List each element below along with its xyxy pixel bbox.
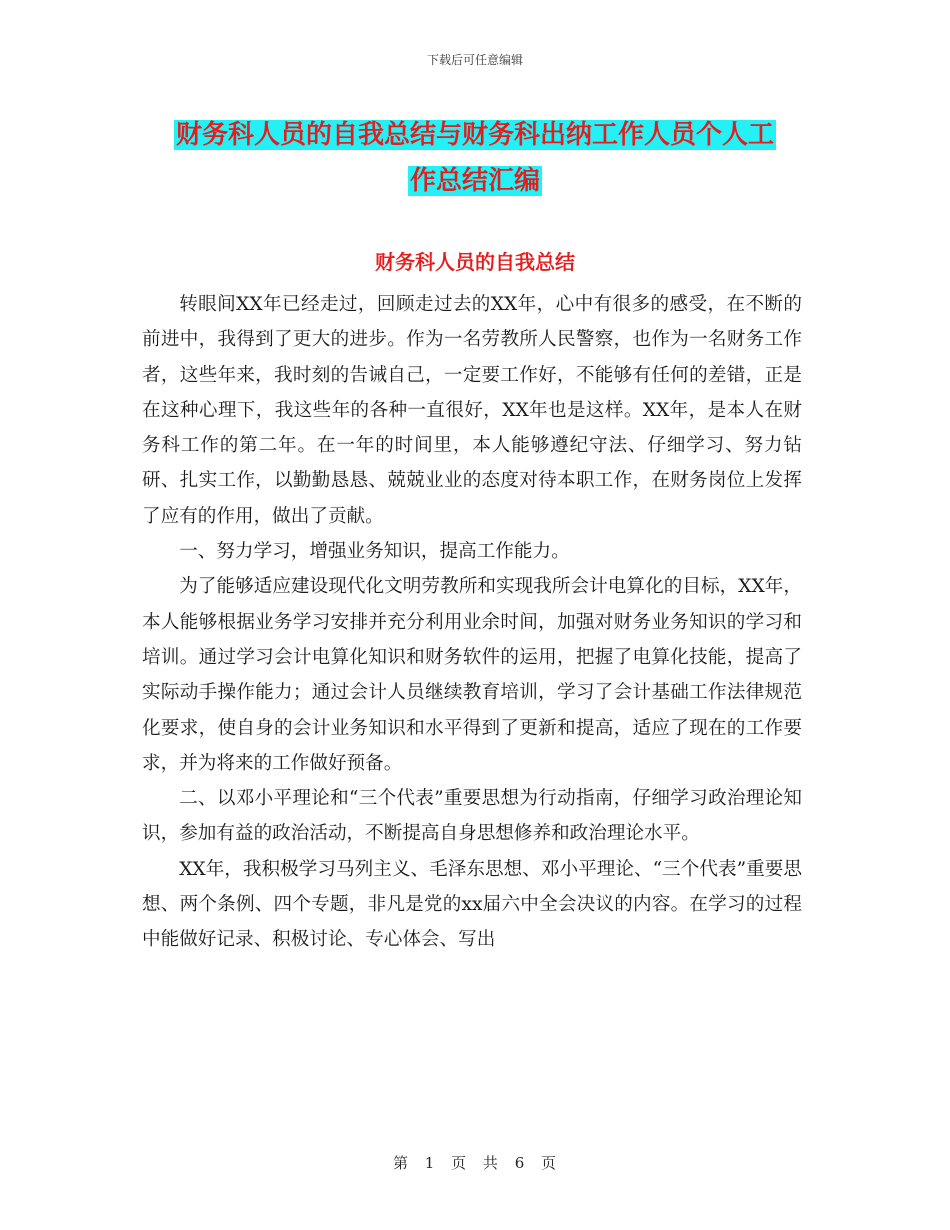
paragraph: 为了能够适应建设现代化文明劳教所和实现我所会计电算化的目标，XX年，本人能够根据业务学习安排并充分利用业余时间，加强对财务业务知识的学习和培训。通过学习会计电算化知识和财务软件的运用，把握了电算化技能，提高了实际动手操作能力；通过会计人员继续教育培训，学习了会计基础工作法律规范化要求，使自身的会计业务知识和水平得到了更新和提高，适应了现在的工作要求，并为将来的工作做好预备。: [142, 576, 802, 774]
paragraph: XX年，我积极学习马列主义、毛泽东思想、邓小平理论、“三个代表”重要思想、两个条例、四个专题，非凡是党的xx届六中全会决议的内容。在学习的过程中能做好记录、积极讨论、专心体会、写出: [142, 858, 802, 951]
document-title: [140, 112, 810, 204]
footer-page-label: 页: [451, 1154, 468, 1172]
page-header-note: 下载后可任意编辑: [426, 53, 523, 67]
paragraph: 转眼间XX年已经走过，回顾走过去的XX年，心中有很多的感受，在不断的前进中，我得到了更大的进步。作为一名劳教所人民警察，也作为一名财务工作者，这些年来，我时刻的告诫自己，一定要工作好，不能够有任何的差错，正是在这种心理下，我这些年的各种一直很好，XX年也是这样。XX年，是本人在财务科工作的第二年。在一年的时间里，本人能够遵纪守法、仔细学习、努力钻研、扎实工作，以勤勤恳恳、兢兢业业的态度对待本职工作，在财务岗位上发挥了应有的作用，做出了贡献。: [142, 294, 802, 527]
section-title: 财务科人员的自我总结: [375, 250, 575, 274]
footer-suffix: 页: [541, 1154, 558, 1172]
document-title-line-1: 财务科人员的自我总结与财务科出纳工作人员个人工: [175, 120, 774, 150]
document-title-line-2: 作总结汇编: [409, 166, 540, 196]
footer-prefix: 第: [392, 1154, 409, 1172]
footer-current-page: 1: [424, 1154, 436, 1172]
body-text: [142, 287, 802, 958]
footer-total-label: 共: [482, 1154, 499, 1172]
paragraph: 二、以邓小平理论和“三个代表”重要思想为行动指南，仔细学习政治理论知识，参加有益的政治活动，不断提高自身思想修养和政治理论水平。: [142, 788, 802, 845]
footer-total-pages: 6: [514, 1154, 526, 1172]
page-footer: [0, 1152, 950, 1173]
paragraph: 一、努力学习，增强业务知识，提高工作能力。: [179, 541, 570, 563]
